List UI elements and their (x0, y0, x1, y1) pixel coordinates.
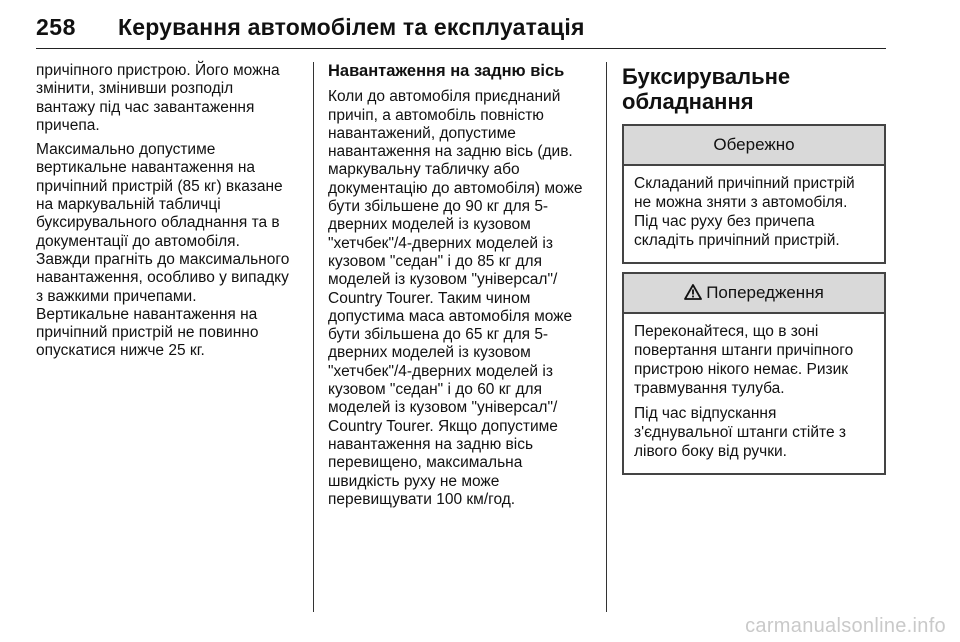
warning-box (622, 272, 886, 475)
watermark: carmanualsonline.info (745, 615, 946, 637)
page-header (36, 14, 886, 50)
rear-axle-load-heading: Навантаження на задню вісь (328, 62, 565, 80)
warning-triangle-icon (684, 284, 702, 300)
paragraph-continuation: причіпного пристрою. Його можна змінити, змінивши розподіл вантажу під час завантаження причепа. (36, 62, 280, 134)
page-number: 258 (36, 14, 76, 40)
caution-box (622, 124, 886, 264)
warning-header (624, 274, 884, 314)
rear-axle-load-paragraph: Коли до автомобіля приєднаний причіп, а автомобіль повністю навантажений, допустиме навантаження на задню вісь (див. маркувальну табличку або документацію до автомобіля) може бути збільшене до 90 кг для 5- дверних моделей із кузовом "хетчбек"/4-дверних моделей із кузовом "седан" і до 85 кг для моделей із кузовом "універсал"/ Country Tourer. Таким чином допустима маса автомобіля може бути збільшена до 65 кг для 5- дверних моделей із кузовом "хетчбек"/4-дверних моделей із кузовом "седан" і до 60 кг для моделей із кузовом "універсал"/ Country Tourer. Якщо допустиме навантаження на задню вісь перевищено, максимальна швидкість руху не може перевищувати 100 км/год. (328, 88, 583, 508)
warning-text-2: Під час відпускання з'єднувальної штанги стійте з лівого боку від ручки. (634, 405, 846, 460)
warning-text-1: Переконайтеся, що в зоні повертання штанги причіпного пристрою нікого немає. Ризик травмування тулуба. (634, 323, 854, 397)
caution-title: Обережно (624, 126, 884, 166)
page-title: Керування автомобілем та експлуатація (118, 14, 585, 40)
caution-text: Складаний причіпний пристрій не можна зняти з автомобіля. Під час руху без причепа складіть причіпний пристрій. (634, 175, 855, 249)
header-divider (36, 48, 886, 49)
column-right (622, 62, 886, 483)
column-left (36, 62, 298, 367)
towing-equipment-heading: Буксирувальне обладнання (622, 64, 791, 114)
column-divider-right (606, 62, 607, 612)
paragraph-vertical-load: Максимально допустиме вертикальне навантаження на причіпний пристрій (85 кг) вказане на маркувальній табличці буксирувального обладнання та в документації до автомобіля. Завжди прагніть до максимального навантаження, особливо у випадку з важкими причепами. Вертикальне навантаження на причіпний пристрій не повинно опускатися нижче 25 кг. (36, 141, 290, 360)
column-middle (328, 62, 600, 515)
column-divider-left (313, 62, 314, 612)
warning-title: Попередження (706, 283, 824, 302)
